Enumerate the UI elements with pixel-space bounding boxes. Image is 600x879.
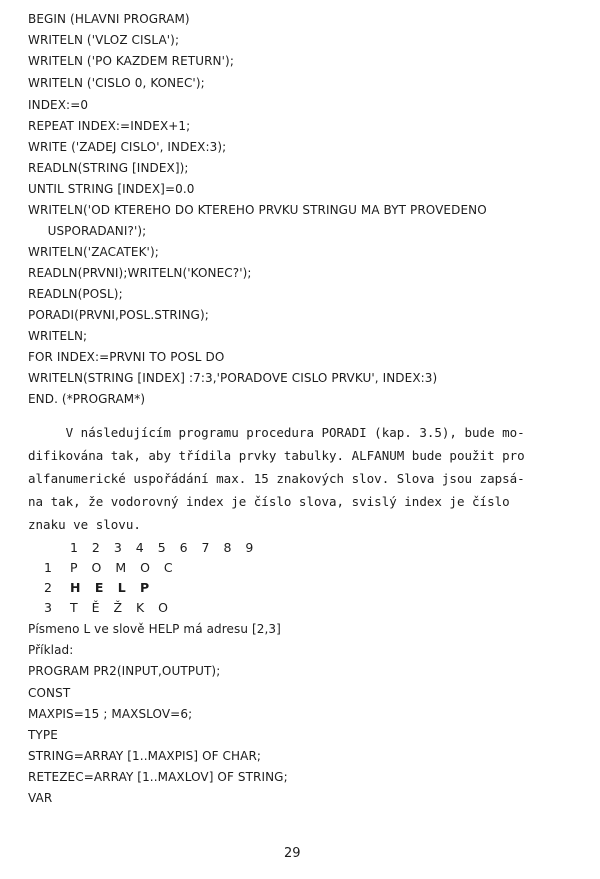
code-line: REPEAT INDEX:=INDEX+1;	[28, 119, 191, 133]
code-line: BEGIN (HLAVNI PROGRAM)	[28, 12, 190, 26]
note-line: Písmeno L ve slově HELP má adresu [2,3]	[28, 622, 281, 636]
code-line: USPORADANI?');	[28, 224, 147, 238]
matrix-row-index: 1	[44, 560, 55, 575]
code-line: WRITELN(STRING [INDEX] :7:3,'PORADOVE CISLO PRVKU', INDEX:3)	[28, 371, 438, 385]
code-line: READLN(POSL);	[28, 287, 123, 301]
page-number: 29	[284, 846, 301, 861]
code-line: INDEX:=0	[28, 98, 89, 112]
matrix-row-letters: P O M O C	[70, 560, 176, 575]
paragraph-line: na tak, že vodorovný index je číslo slova, svislý index je číslo	[28, 494, 510, 509]
code-line: WRITELN ('PO KAZDEM RETURN');	[28, 54, 234, 68]
code-line: CONST	[28, 686, 71, 700]
matrix-row-index: 2	[44, 580, 55, 595]
matrix-header: 1 2 3 4 5 6 7 8 9	[70, 540, 257, 555]
code-line: WRITELN('ZACATEK');	[28, 245, 159, 259]
code-line: STRING=ARRAY [1..MAXPIS] OF CHAR;	[28, 749, 262, 763]
paragraph-line: alfanumerické uspořádání max. 15 znakových slov. Slova jsou zapsá-	[28, 471, 525, 486]
code-line: READLN(STRING [INDEX]);	[28, 161, 189, 175]
code-line: WRITELN ('CISLO 0, KONEC');	[28, 76, 205, 90]
code-line: WRITELN;	[28, 329, 88, 343]
code-line: VAR	[28, 791, 53, 805]
code-line: WRITELN ('VLOZ CISLA');	[28, 33, 180, 47]
code-line: TYPE	[28, 728, 58, 742]
code-line: WRITELN('OD KTEREHO DO KTEREHO PRVKU STRINGU MA BYT PROVEDENO	[28, 203, 487, 217]
matrix-row-index: 3	[44, 600, 55, 615]
code-line: PORADI(PRVNI,POSL.STRING);	[28, 308, 209, 322]
code-line: MAXPIS=15 ; MAXSLOV=6;	[28, 707, 193, 721]
code-line: END. (*PROGRAM*)	[28, 392, 146, 406]
code-line: WRITE ('ZADEJ CISLO', INDEX:3);	[28, 140, 227, 154]
code-line: RETEZEC=ARRAY [1..MAXLOV] OF STRING;	[28, 770, 288, 784]
code-line: READLN(PRVNI);WRITELN('KONEC?');	[28, 266, 252, 280]
code-line: PROGRAM PR2(INPUT,OUTPUT);	[28, 664, 221, 678]
paragraph-line: difikována tak, aby třídila prvky tabulky. ALFANUM bude použit pro	[28, 448, 525, 463]
example-heading: Příklad:	[28, 643, 74, 657]
code-line: FOR INDEX:=PRVNI TO POSL DO	[28, 350, 225, 364]
paragraph-line: V následujícím programu procedura PORADI (kap. 3.5), bude mo-	[28, 425, 525, 440]
paragraph-line: znaku ve slovu.	[28, 517, 141, 532]
matrix-row-letters: T Ě Ž K O	[70, 600, 172, 615]
matrix-row-letters: H E L P	[70, 580, 153, 595]
code-line: UNTIL STRING [INDEX]=0.0	[28, 182, 195, 196]
